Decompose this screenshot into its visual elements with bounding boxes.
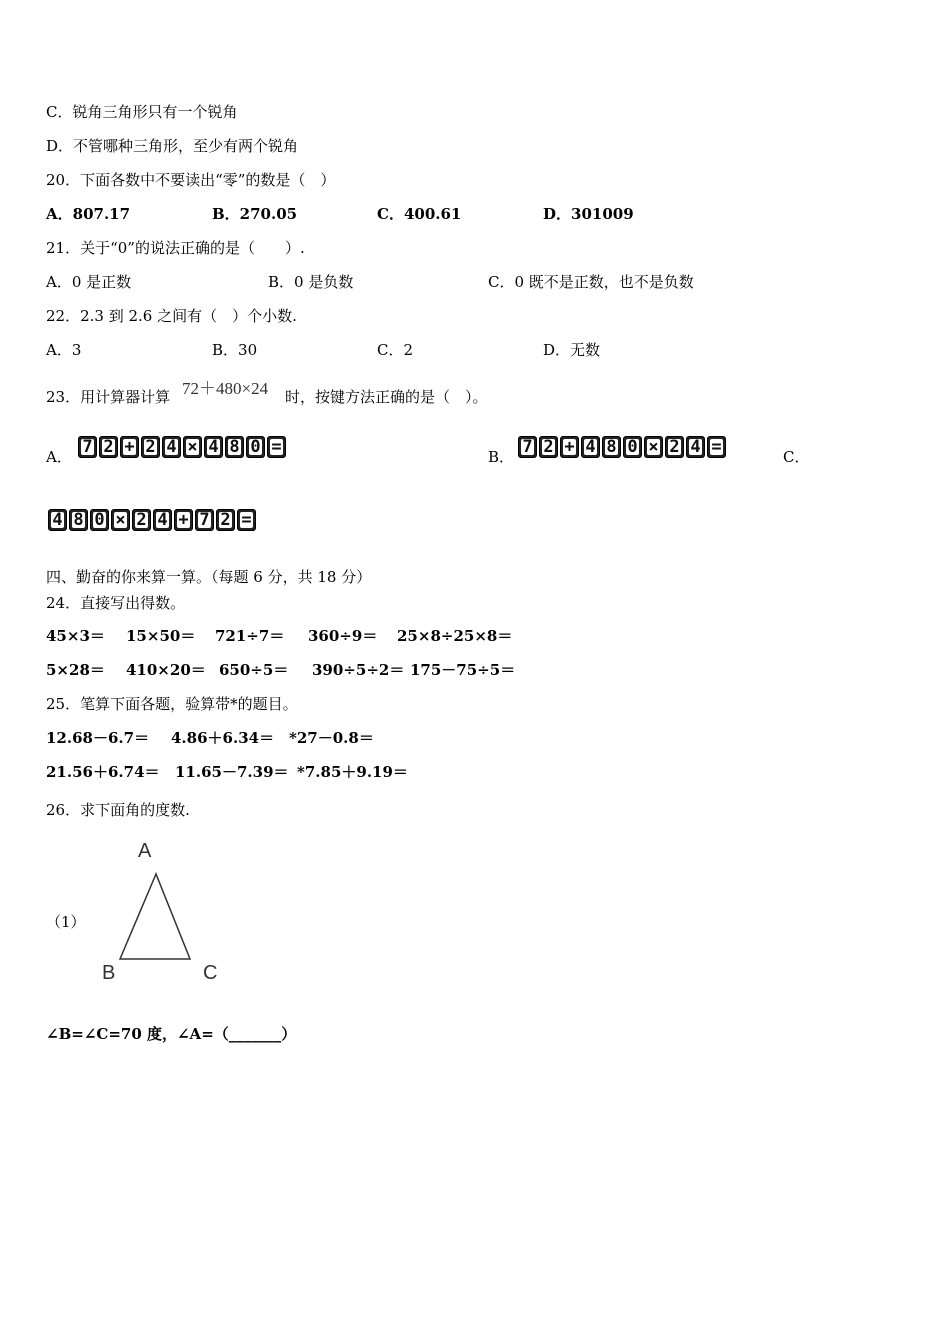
calculator-key xyxy=(174,509,193,531)
calculator-key xyxy=(518,436,537,458)
q24-stem: 24．直接写出得数。 xyxy=(46,594,186,612)
q23-option-b-label: B． xyxy=(488,448,515,466)
calculator-key-label: + xyxy=(124,437,135,457)
q25-item: 4.86＋6.34＝ xyxy=(171,729,275,747)
calculator-key xyxy=(581,436,600,458)
q22-option-a: A．3 xyxy=(46,341,82,359)
q24-item: 390÷5÷2＝ xyxy=(312,661,405,679)
calculator-key-label: + xyxy=(564,437,575,457)
calculator-key-label: 8 xyxy=(73,510,84,530)
calculator-key-label: 2 xyxy=(136,510,147,530)
calculator-key-label: 8 xyxy=(229,437,240,457)
calculator-key xyxy=(216,509,235,531)
calculator-key-label: × xyxy=(115,510,126,530)
calculator-key-label: 0 xyxy=(627,437,638,457)
calculator-key-label: 2 xyxy=(103,437,114,457)
calculator-key xyxy=(132,509,151,531)
calculator-key-label: × xyxy=(187,437,198,457)
q26-stem: 26．求下面角的度数. xyxy=(46,801,190,819)
q23-stem-start: 23．用计算器计算 xyxy=(46,388,171,406)
q25-row-1 xyxy=(46,728,374,748)
calculator-key xyxy=(686,436,705,458)
q25-item: *7.85＋9.19＝ xyxy=(297,763,408,781)
vertex-c-label: C xyxy=(203,962,218,984)
q22-option-b: B．30 xyxy=(212,341,258,359)
calculator-key-label: = xyxy=(271,437,282,457)
q26-answer-line: ∠B=∠C=70 度，∠A=（_______） xyxy=(46,1025,297,1043)
calculator-key xyxy=(644,436,663,458)
q24-item: 175－75÷5＝ xyxy=(410,661,516,679)
calculator-key-label: 4 xyxy=(157,510,168,530)
q19-option-d: D．不管哪种三角形，至少有两个锐角 xyxy=(46,137,299,155)
calculator-key-label: 2 xyxy=(220,510,231,530)
q20-stem: 20．下面各数中不要读出“零”的数是（ ） xyxy=(46,171,336,189)
q23-option-c-label: C． xyxy=(783,448,810,466)
q26-part-1: （1） xyxy=(46,913,86,931)
calculator-key-label: + xyxy=(178,510,189,530)
calculator-key xyxy=(183,436,202,458)
calculator-key xyxy=(78,436,97,458)
calculator-key xyxy=(225,436,244,458)
q20-option-c: C．400.61 xyxy=(377,205,462,223)
calculator-key-label: 4 xyxy=(208,437,219,457)
q24-item: 650÷5＝ xyxy=(219,661,289,679)
q25-item: 11.65－7.39＝ xyxy=(175,763,289,781)
q22-option-d: D．无数 xyxy=(543,341,601,359)
q21-stem: 21．关于“0”的说法正确的是（ ）. xyxy=(46,239,305,257)
q23-keys-b xyxy=(518,436,726,458)
calculator-key-label: 4 xyxy=(166,437,177,457)
calculator-key xyxy=(237,509,256,531)
q21-option-b: B．0 是负数 xyxy=(268,273,354,291)
calculator-key xyxy=(246,436,265,458)
q24-item: 45×3＝ xyxy=(46,627,105,645)
q23-expression: 72＋480×24 xyxy=(182,379,269,398)
calculator-key xyxy=(162,436,181,458)
vertex-b-label: B xyxy=(102,962,116,984)
q24-item: 360÷9＝ xyxy=(308,627,378,645)
calculator-key xyxy=(560,436,579,458)
q24-item: 25×8÷25×8＝ xyxy=(397,627,513,645)
calculator-key xyxy=(602,436,621,458)
calculator-key xyxy=(153,509,172,531)
calculator-key xyxy=(267,436,286,458)
q25-item: *27－0.8＝ xyxy=(289,729,374,747)
calculator-key-label: 7 xyxy=(199,510,210,530)
q21-option-a: A．0 是正数 xyxy=(46,273,132,291)
q22-option-c: C．2 xyxy=(377,341,414,359)
q25-row-2 xyxy=(46,762,408,782)
q24-item: 721÷7＝ xyxy=(215,627,285,645)
q20-option-d: D．301009 xyxy=(543,205,634,223)
calculator-key xyxy=(665,436,684,458)
calculator-key xyxy=(120,436,139,458)
calculator-key-label: 0 xyxy=(250,437,261,457)
calculator-key-label: 2 xyxy=(543,437,554,457)
calculator-key-label: 4 xyxy=(52,510,63,530)
calculator-key xyxy=(90,509,109,531)
calculator-key-label: 2 xyxy=(669,437,680,457)
calculator-key xyxy=(48,509,67,531)
calculator-key-label: 2 xyxy=(145,437,156,457)
triangle-abc xyxy=(120,874,190,959)
calculator-key-label: 0 xyxy=(94,510,105,530)
calculator-key-label: 8 xyxy=(606,437,617,457)
calculator-key-label: = xyxy=(711,437,722,457)
calculator-key xyxy=(69,509,88,531)
q19-option-c: C．锐角三角形只有一个锐角 xyxy=(46,103,238,121)
calculator-key xyxy=(111,509,130,531)
q20-option-a: A．807.17 xyxy=(46,205,131,223)
q22-stem: 22．2.3 到 2.6 之间有（ ）个小数. xyxy=(46,307,297,325)
calculator-key-label: 7 xyxy=(522,437,533,457)
q23-keys-c xyxy=(48,509,256,531)
q25-item: 21.56＋6.74＝ xyxy=(46,763,160,781)
vertex-a-label: A xyxy=(138,840,152,862)
q25-item: 12.68－6.7＝ xyxy=(46,729,150,747)
q24-row-1 xyxy=(46,626,512,646)
q23-stem-end: 时，按键方法正确的是（ ）。 xyxy=(285,388,488,406)
q24-item: 410×20＝ xyxy=(126,661,206,679)
calculator-key xyxy=(99,436,118,458)
calculator-key-label: 4 xyxy=(690,437,701,457)
calculator-key-label: × xyxy=(648,437,659,457)
q25-stem: 25．笔算下面各题，验算带*的题目。 xyxy=(46,695,298,713)
calculator-key xyxy=(539,436,558,458)
q23-option-a-label: A． xyxy=(46,448,72,466)
q20-option-b: B．270.05 xyxy=(212,205,298,223)
q24-item: 5×28＝ xyxy=(46,661,105,679)
calculator-key xyxy=(623,436,642,458)
calculator-key-label: = xyxy=(241,510,252,530)
q24-row-2 xyxy=(46,660,515,680)
calculator-key xyxy=(195,509,214,531)
calculator-key xyxy=(707,436,726,458)
calculator-key xyxy=(141,436,160,458)
q21-option-c: C．0 既不是正数，也不是负数 xyxy=(488,273,694,291)
section-4-title: 四、勤奋的你来算一算。（每题 6 分，共 18 分） xyxy=(46,568,372,586)
calculator-key-label: 7 xyxy=(82,437,93,457)
triangle-figure xyxy=(110,865,200,965)
calculator-key-label: 4 xyxy=(585,437,596,457)
calculator-key xyxy=(204,436,223,458)
q23-keys-a xyxy=(78,436,286,458)
q24-item: 15×50＝ xyxy=(126,627,196,645)
